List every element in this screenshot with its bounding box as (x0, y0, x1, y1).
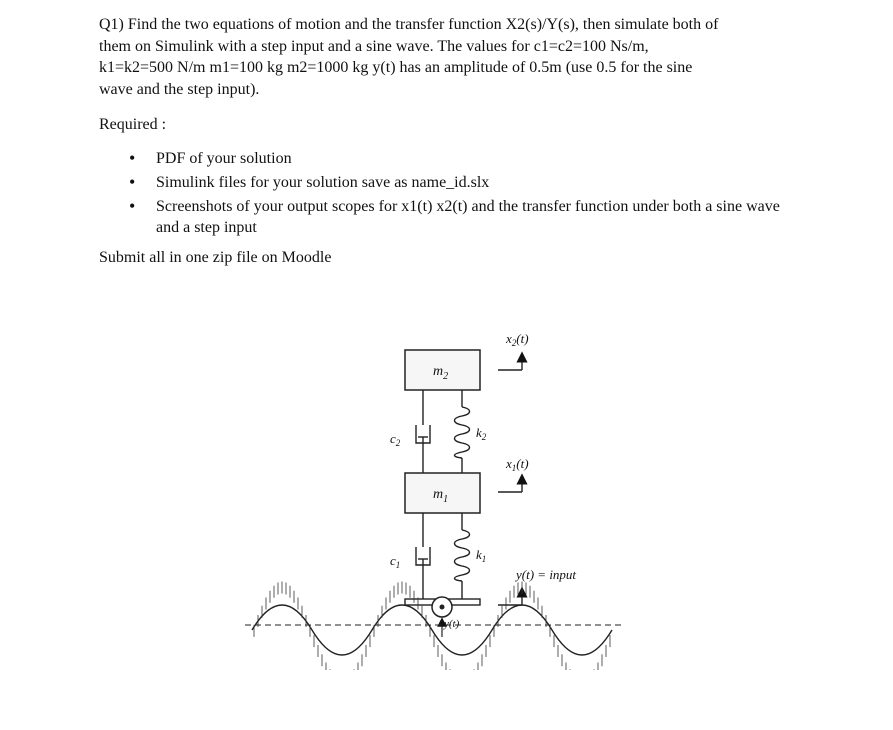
question-line-2: them on Simulink with a step input and a sine wave. The values for c1=c2=100 Ns/m, (99, 37, 649, 55)
mass-1-sub: 1 (443, 494, 449, 505)
x2-displacement-arrow (498, 357, 522, 370)
required-heading: Required : (99, 116, 167, 133)
mass-2-sub: 2 (443, 371, 449, 382)
wheel-label: y(t) (444, 618, 460, 630)
x2-label: $x_2(t)$ (506, 331, 529, 348)
mass-1-block (405, 473, 480, 513)
spring-1-label-group: $k_1$ (476, 547, 487, 564)
damper-2 (416, 390, 430, 473)
road-profile (245, 582, 625, 671)
mass-2-block (405, 350, 480, 390)
spring-2-label-group: $k_2$ (476, 425, 487, 442)
question-text (99, 14, 799, 100)
damper-1-label-group: $c_1$ (390, 553, 401, 570)
submit-instruction: Submit all in one zip file on Moodle (99, 249, 332, 266)
x1-label: $x_1(t)$ (506, 456, 529, 473)
spring-1 (455, 513, 470, 600)
assignment-document (99, 14, 799, 267)
question-line-3: k1=k2=500 N/m m1=100 kg m2=1000 kg y(t) has an amplitude of 0.5m (use 0.5 for the sine (99, 59, 693, 76)
question-line-1: Q1) Find the two equations of motion and the transfer function X2(s)/Y(s), then simulate both of (99, 16, 719, 33)
requirement-item: • Screenshots of your output scopes for x1(t) x2(t) and the transfer function under both a sine wave and a step input (156, 196, 799, 238)
quarter-car-diagram (240, 325, 630, 670)
x1-displacement-arrow (498, 479, 522, 492)
mass-2-label: m (433, 364, 444, 379)
requirements-list (99, 148, 799, 238)
requirement-item: • Simulink files for your solution save as name_id.slx (156, 172, 799, 193)
wheel-assembly (405, 597, 480, 617)
mass-1-label: m (433, 487, 444, 502)
spring-2 (455, 390, 470, 473)
damper-1 (416, 513, 430, 600)
y-input-label: y(t) = input (516, 567, 577, 582)
question-line-4: wave and the step input). (99, 80, 260, 98)
requirement-item: • PDF of your solution (156, 148, 799, 169)
diagram-svg (240, 325, 630, 670)
damper-2-label-group: $c_2$ (390, 431, 401, 448)
